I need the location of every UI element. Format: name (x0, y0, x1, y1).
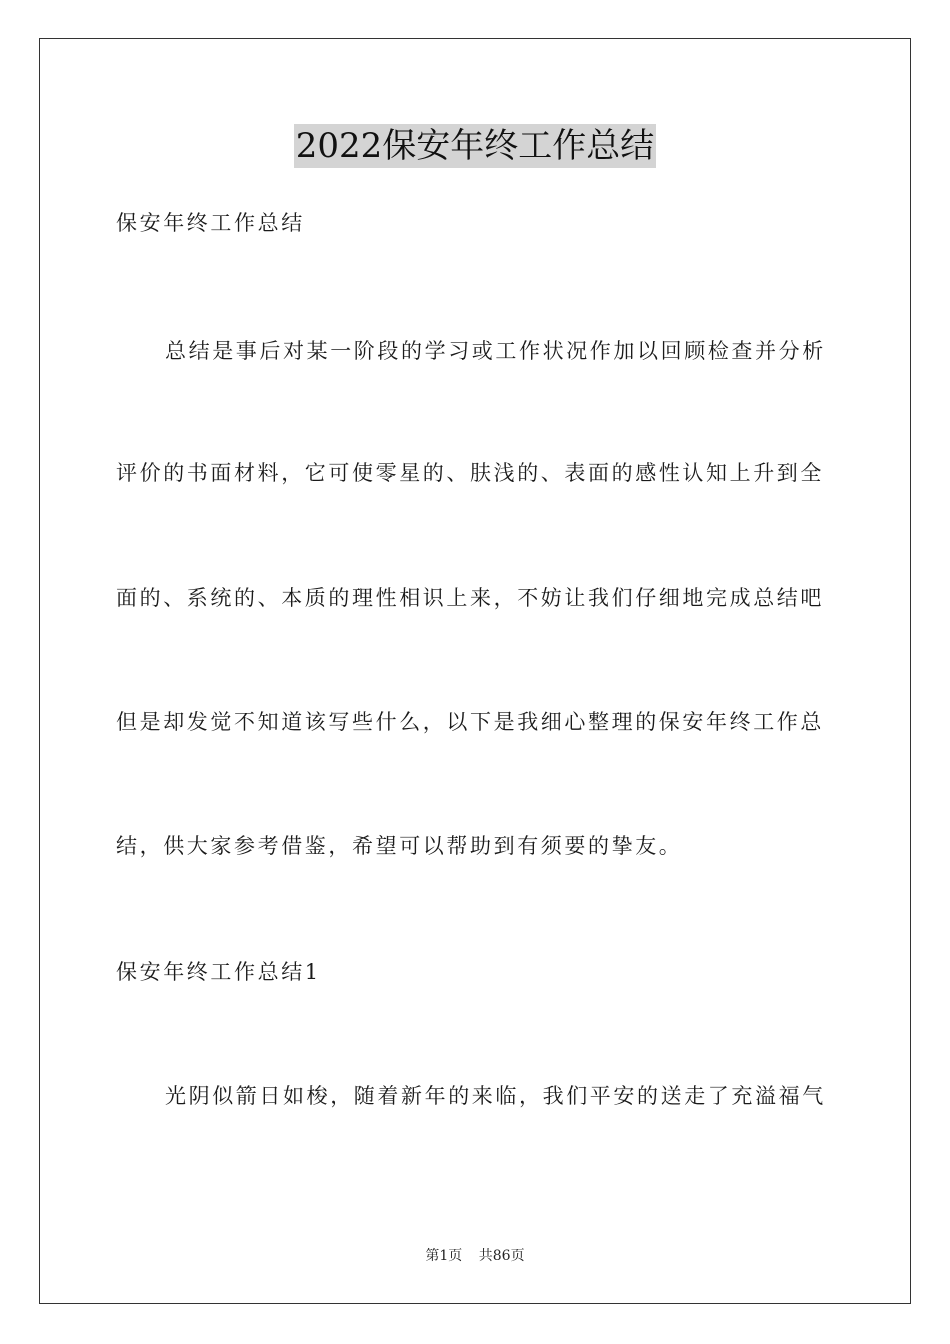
page-footer (0, 1246, 950, 1266)
intro-line-4: 但是却发觉不知道该写些什么，以下是我细心整理的保安年终工作总 (116, 710, 824, 734)
section-heading: 保安年终工作总结1 (116, 960, 321, 984)
intro-line-1: 总结是事后对某一阶段的学习或工作状况作加以回顾检查并分析 (165, 339, 826, 363)
intro-line-3: 面的、系统的、本质的理性相识上来，不妨让我们仔细地完成总结吧 (116, 586, 824, 610)
document-title: 2022保安年终工作总结 (295, 126, 655, 166)
section-line-1: 光阴似箭日如梭，随着新年的来临，我们平安的送走了充溢福气 (165, 1084, 826, 1108)
intro-line-2: 评价的书面材料，它可使零星的、肤浅的、表面的感性认知上升到全 (116, 461, 824, 485)
title-container (0, 124, 950, 168)
page-total: 共86页 (478, 1248, 525, 1264)
document-subtitle: 保安年终工作总结 (116, 211, 305, 235)
page-number: 第1页 (425, 1248, 463, 1264)
intro-line-5: 结，供大家参考借鉴，希望可以帮助到有须要的挚友。 (116, 834, 683, 858)
